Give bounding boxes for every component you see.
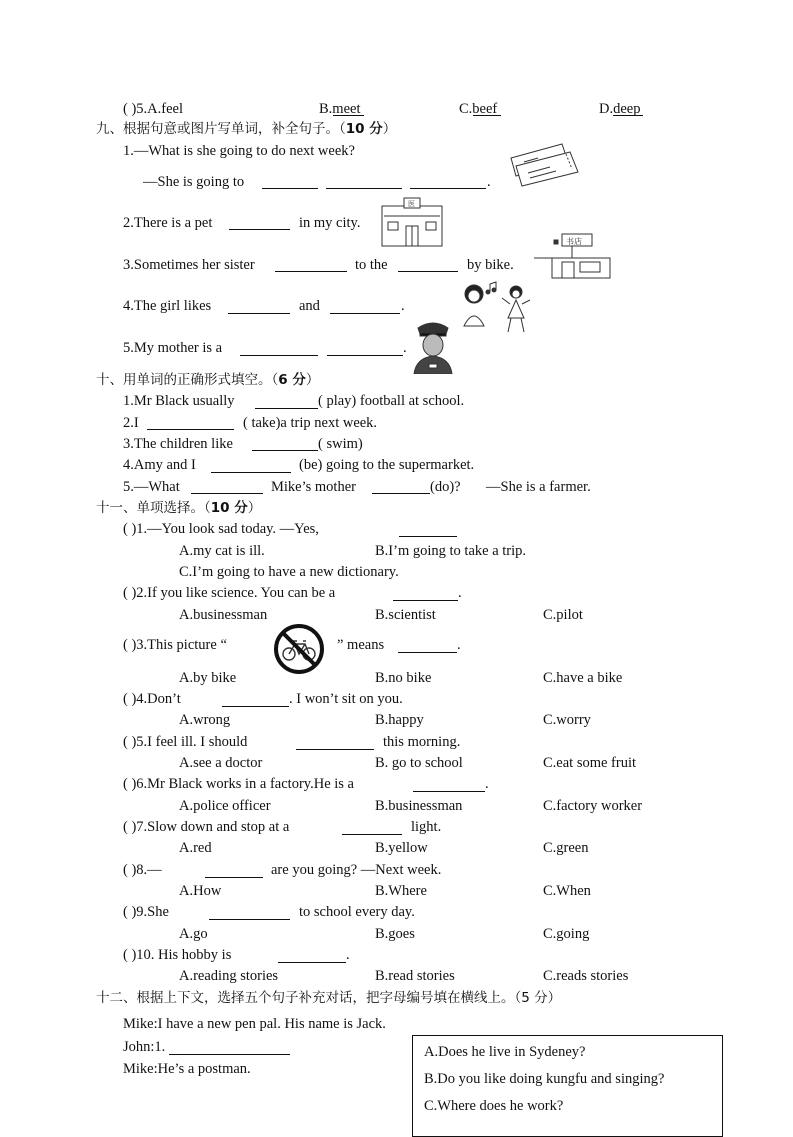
option: A.police officer [179, 798, 271, 814]
s9-q2-stem: 2.There is a pet [123, 215, 213, 231]
box-option-c: C.Where does he work? [424, 1098, 564, 1114]
answer-blank[interactable] [393, 600, 458, 601]
s11-q9-tail: to school every day. [299, 904, 415, 920]
hospital-sign: 医 [408, 200, 415, 208]
prev-option-d: D.deep [599, 101, 641, 117]
answer-blank[interactable] [209, 919, 290, 920]
s10-q5-answer: —She is a farmer. [486, 479, 591, 495]
dialogue-line: Mike:I have a new pen pal. His name is Jack. [123, 1016, 386, 1032]
s10-q1-stem: 1.Mr Black usually [123, 393, 235, 409]
answer-blank[interactable] [372, 493, 430, 494]
option: B.yellow [375, 840, 428, 856]
option: B.businessman [375, 798, 463, 814]
s9-q3-mid: to the [355, 257, 388, 273]
dialogue-line: John:1. [123, 1039, 166, 1055]
prev-question: ( )5.A.feel [123, 101, 183, 117]
s10-q5-mid: Mike’s mother [271, 479, 356, 495]
s10-q2-stem: 2.I [123, 415, 139, 431]
hospital-picture [380, 196, 444, 248]
s11-q3-means: ” means [337, 637, 385, 653]
box-option-b: B.Do you like doing kungfu and singing? [424, 1071, 665, 1087]
s11-q3: ( )3.This picture “ [123, 637, 227, 653]
s11-q6: ( )6.Mr Black works in a factory.He is a [123, 776, 354, 792]
s10-q5-stem: 5.—What [123, 479, 180, 495]
answer-blank[interactable] [252, 450, 318, 451]
option: A.businessman [179, 607, 268, 623]
option: C.worry [543, 712, 591, 728]
answer-blank[interactable] [330, 313, 400, 314]
s11-q2: ( )2.If you like science. You can be a [123, 585, 336, 601]
answer-blank[interactable] [147, 429, 234, 430]
s9-q5-stem: 5.My mother is a [123, 340, 223, 356]
period: . [458, 585, 462, 601]
answer-blank[interactable] [399, 536, 457, 537]
option: C.When [543, 883, 591, 899]
option: B.Where [375, 883, 427, 899]
s10-q2-tail: ( take)a trip next week. [243, 415, 378, 431]
option: A.red [179, 840, 212, 856]
period: . [403, 340, 407, 356]
option: A.my cat is ill. [179, 543, 265, 559]
s11-q4-tail: . I won’t sit on you. [289, 691, 403, 707]
s11-q7-tail: light. [411, 819, 442, 835]
s11-q8: ( )8.— [123, 862, 162, 878]
option: A.wrong [179, 712, 231, 728]
option: B.goes [375, 926, 415, 942]
option: C.I’m going to have a new dictionary. [179, 564, 399, 580]
answer-blank[interactable] [222, 706, 289, 707]
section-12-title: 十二、根据上下文，选择五个句子补充对话，把字母编号填在横线上。（5 分） [96, 990, 562, 1006]
answer-blank[interactable] [327, 355, 403, 356]
prev-option-b: B.meet [319, 101, 361, 117]
answer-blank[interactable] [169, 1054, 290, 1055]
s9-q3-stem: 3.Sometimes her sister [123, 257, 255, 273]
box-option-a: A.Does he live in Sydeney? [424, 1044, 586, 1060]
answer-blank[interactable] [228, 313, 290, 314]
answer-blank[interactable] [296, 749, 374, 750]
answer-blank[interactable] [326, 188, 402, 189]
shop-sign: 书店 [566, 237, 582, 246]
answer-blank[interactable] [211, 472, 291, 473]
option: B. go to school [375, 755, 463, 771]
answer-blank[interactable] [413, 791, 485, 792]
option: C.have a bike [543, 670, 623, 686]
police-cap [418, 323, 448, 334]
shop-door [562, 262, 574, 278]
girls-singing-dancing-picture [456, 278, 538, 336]
option: B.I’m going to take a trip. [375, 543, 527, 559]
option: C.pilot [543, 607, 583, 623]
girl-body [464, 316, 484, 326]
ticket-picture [508, 136, 582, 188]
s9-q4-stem: 4.The girl likes [123, 298, 212, 314]
option: A.go [179, 926, 208, 942]
answer-blank[interactable] [229, 229, 290, 230]
option: C.factory worker [543, 798, 643, 814]
dialogue-line: Mike:He’s a postman. [123, 1061, 251, 1077]
answer-blank[interactable] [410, 188, 486, 189]
option: A.see a doctor [179, 755, 263, 771]
option: B.read stories [375, 968, 455, 984]
s10-q3-tail: ( swim) [318, 436, 363, 452]
s10-q4-tail: (be) going to the supermarket. [299, 457, 475, 473]
answer-blank[interactable] [191, 493, 263, 494]
s9-q3-tail: by bike. [467, 257, 514, 273]
police-officer-picture [412, 318, 454, 374]
s11-q10: ( )10. His hobby is [123, 947, 232, 963]
bookstore-picture [532, 232, 612, 280]
s11-q9: ( )9.She [123, 904, 169, 920]
underline [473, 115, 501, 116]
underline [613, 115, 643, 116]
period: . [346, 947, 350, 963]
prev-option-c: C.beef [459, 101, 498, 117]
answer-blank[interactable] [205, 877, 263, 878]
option: C.green [543, 840, 589, 856]
s11-q1: ( )1.—You look sad today. —Yes, [123, 521, 319, 537]
s10-q3-stem: 3.The children like [123, 436, 233, 452]
s11-q7: ( )7.Slow down and stop at a [123, 819, 290, 835]
option: C.going [543, 926, 590, 942]
option: A.reading stories [179, 968, 279, 984]
answer-blank[interactable] [255, 408, 318, 409]
answer-blank[interactable] [342, 834, 402, 835]
s10-q1-tail: ( play) football at school. [318, 393, 465, 409]
ticket-front [516, 152, 578, 186]
s11-q5: ( )5.I feel ill. I should [123, 734, 248, 750]
period: . [487, 174, 491, 190]
no-bike-sign-icon [273, 623, 325, 675]
answer-blank[interactable] [240, 355, 318, 356]
s9-q2-tail: in my city. [299, 215, 361, 231]
answer-blank[interactable] [262, 188, 318, 189]
s11-q4: ( )4.Don’t [123, 691, 181, 707]
option: B.no bike [375, 670, 432, 686]
answer-blank[interactable] [278, 962, 346, 963]
period: . [485, 776, 489, 792]
option: A.How [179, 883, 222, 899]
section-10-title: 十、用单词的正确形式填空。（6 分） [96, 372, 320, 388]
section-9-title: 九、根据句意或图片写单词，补全句子。（10 分） [96, 121, 397, 137]
answer-blank[interactable] [398, 271, 458, 272]
option: C.eat some fruit [543, 755, 637, 771]
section-11-title: 十一、单项选择。（10 分） [96, 500, 262, 516]
s9-q1-answer-stem: —She is going to [143, 174, 245, 190]
option: B.scientist [375, 607, 436, 623]
answer-blank[interactable] [398, 652, 457, 653]
s9-q1-question: 1.—What is she going to do next week? [123, 143, 355, 159]
option: A.by bike [179, 670, 237, 686]
s10-q5-do: (do)? [430, 479, 461, 495]
underline [333, 115, 364, 116]
period: . [401, 298, 405, 314]
option: C.reads stories [543, 968, 629, 984]
s9-q4-and: and [299, 298, 320, 314]
s11-q5-tail: this morning. [383, 734, 461, 750]
option: B.happy [375, 712, 424, 728]
s10-q4-stem: 4.Amy and I [123, 457, 196, 473]
s11-q8-tail: are you going? —Next week. [271, 862, 442, 878]
period: . [457, 637, 461, 653]
answer-blank[interactable] [275, 271, 347, 272]
